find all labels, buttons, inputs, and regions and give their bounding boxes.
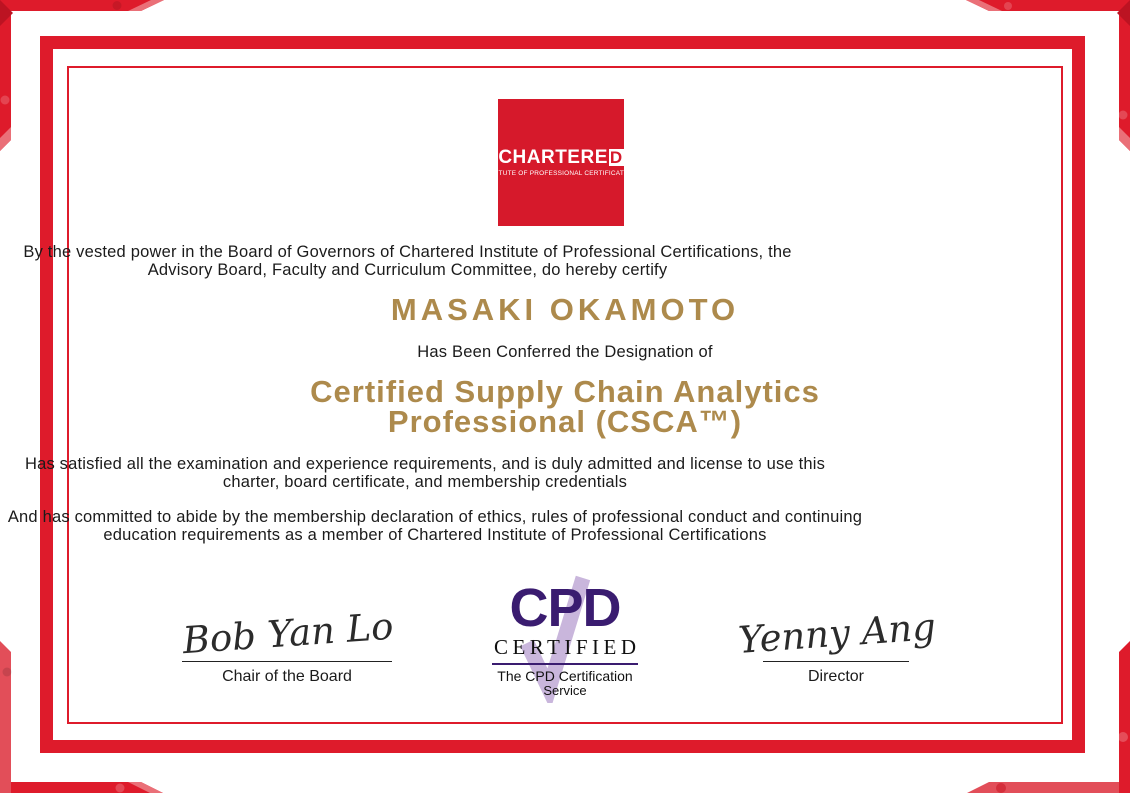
cpd-service-line-2: Service [543, 683, 587, 698]
director-signature-script: Yenny Ang [736, 605, 938, 662]
chair-signature-title: Chair of the Board [222, 668, 352, 685]
designation-title [0, 374, 1130, 439]
logo-wordmark-d: D [609, 148, 623, 167]
conferral-line-wrap [0, 343, 1130, 361]
signature-block-director [716, 583, 956, 686]
logo-wordmark-e: E [594, 147, 608, 168]
cpd-certified-badge [481, 575, 649, 703]
cpd-certified-label: CERTIFIED [493, 635, 641, 659]
commitment-paragraph: And has committed to abide by the membership declaration of ethics, rules of professional conduct and continuing education requirements as a member of Chartered Institute of Professional Certifications [7, 508, 863, 544]
cpd-acronym: CPD [509, 578, 621, 638]
logo-subtitle: INSTITUTE OF PROFESSIONAL CERTIFICATIONS [481, 170, 641, 177]
commitment-paragraph-wrap [0, 508, 870, 544]
chair-signature-line [182, 661, 392, 662]
designation-line-2: Professional (CSCA™) [387, 404, 743, 439]
logo-wordmark-main: CHARTER [498, 147, 595, 168]
logo-wordmark [498, 148, 623, 167]
recipient-name: MASAKI OKAMOTO [390, 292, 740, 327]
designation-line-1: Certified Supply Chain Analytics [310, 374, 820, 409]
director-signature-title: Director [807, 668, 864, 685]
requirements-paragraph-wrap [0, 455, 850, 491]
director-signature-line [763, 661, 909, 662]
signature-block-chair [167, 583, 407, 686]
cpd-service-line-1: The CPD Certification [497, 668, 633, 684]
chair-signature-script: Bob Yan Lo [181, 604, 395, 663]
intro-paragraph-wrap [0, 243, 815, 279]
conferral-line: Has Been Conferred the Designation of [417, 343, 713, 361]
requirements-paragraph: Has satisfied all the examination and experience requirements, and is duly admitted and license to use this charter, board certificate, and membership credentials [24, 455, 826, 491]
intro-paragraph: By the vested power in the Board of Governors of Chartered Institute of Professional Certifications, the Advisory Board, Faculty and Curriculum Committee, do hereby certify [23, 243, 792, 279]
cpd-underline [492, 663, 638, 665]
chartered-institute-logo [481, 99, 641, 226]
